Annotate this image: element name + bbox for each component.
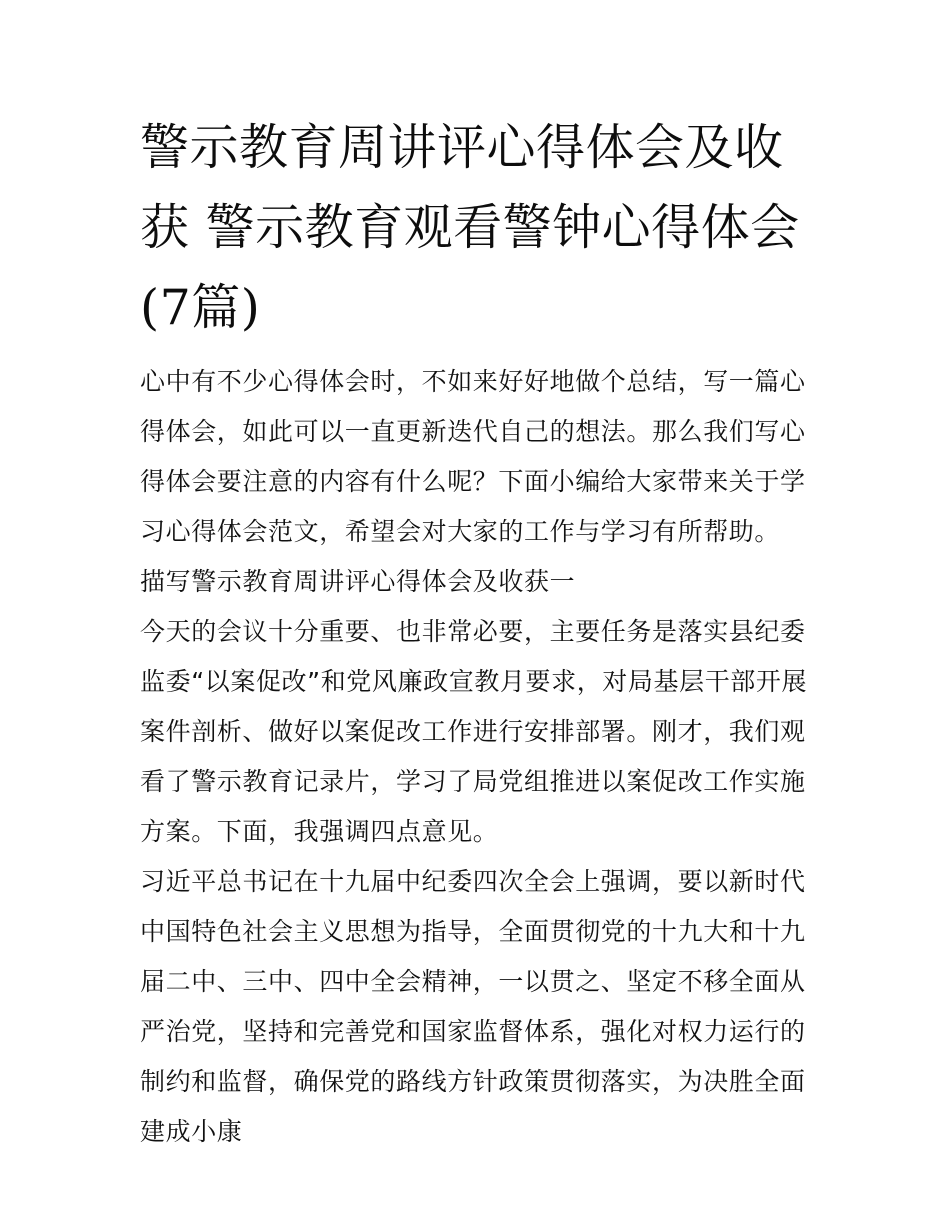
paragraph-intro: 心中有不少心得体会时，不如来好好地做个总结，写一篇心得体会，如此可以一直更新迭代自己的想法。那么我们写心得体会要注意的内容有什么呢？下面小编给大家带来关于学习心得体会范文，希望会对大家的工作与学习有所帮助。 [140, 367, 806, 546]
document-body [140, 357, 830, 1157]
section-heading: 描写警示教育周讲评心得体会及收获一 [140, 567, 576, 596]
document-title: 警示教育周讲评心得体会及收获 警示教育观看警钟心得体会(7篇) [140, 119, 800, 336]
paragraph-meeting: 今天的会议十分重要、也非常必要，主要任务是落实县纪委监委“以案促改”和党风廉政宣教月要求，对局基层干部开展案件剖析、做好以案促改工作进行安排部署。刚才，我们观看了警示教育记录片，学习了局党组推进以案促改工作实施方案。下面，我强调四点意见。 [140, 617, 808, 846]
paragraph-speech: 习近平总书记在十九届中纪委四次全会上强调，要以新时代中国特色社会主义思想为指导，全面贯彻党的十九大和十九届二中、三中、四中全会精神，一以贯之、坚定不移全面从严治党，坚持和完善党和国家监督体系，强化对权力运行的制约和监督，确保党的路线方针政策贯彻落实，为决胜全面建成小康 [140, 867, 806, 1146]
